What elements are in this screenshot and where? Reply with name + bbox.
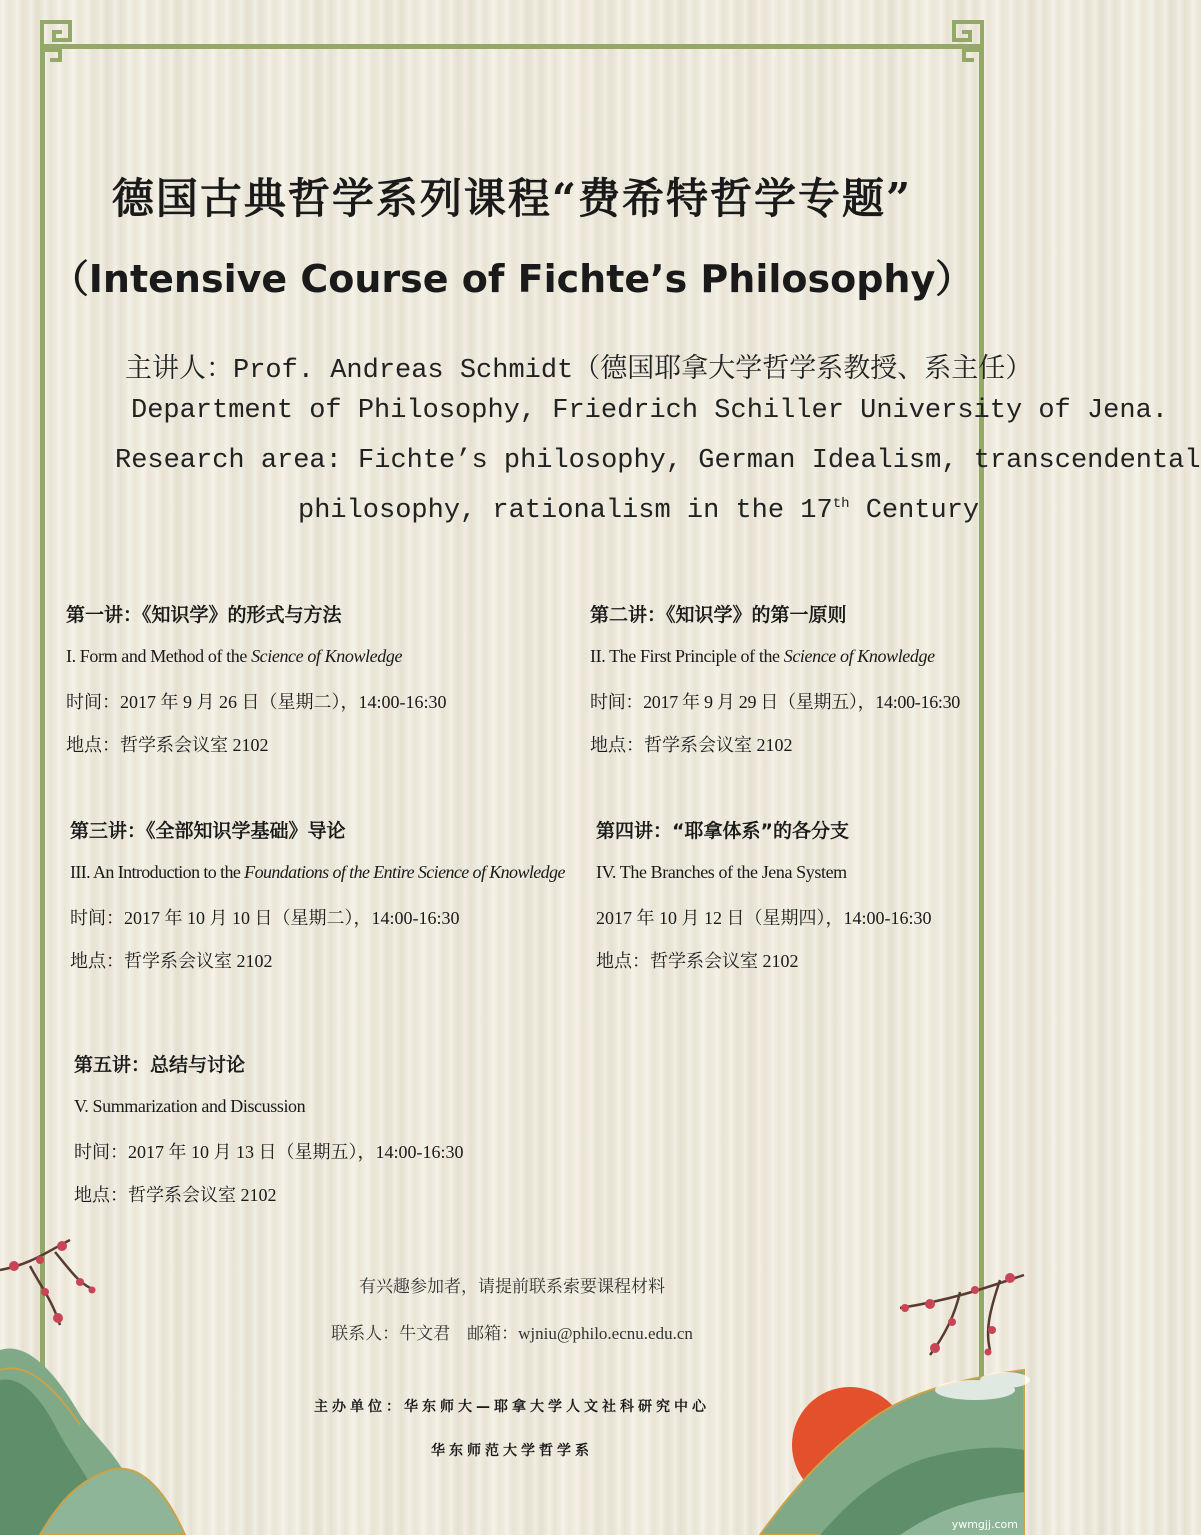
lecture-place: 地点：哲学系会议室 2102 [74, 1185, 277, 1205]
lecture-time: 时间：2017 年 9 月 26 日（星期二），14:00-16:30 [66, 692, 447, 712]
host-organization: 主办单位：华东师大—耶拿大学人文社科研究中心 [314, 1399, 710, 1415]
lecture-place: 地点：哲学系会议室 2102 [590, 735, 793, 755]
watermark-text: ywmgjj.com [951, 1518, 1018, 1531]
lecture-heading: 第二讲：《知识学》的第一原则 [590, 604, 847, 626]
lecture-time: 时间：2017 年 10 月 10 日（星期二），14:00-16:30 [70, 908, 460, 928]
lecture-time: 2017 年 10 月 12 日（星期四），14:00-16:30 [596, 908, 932, 928]
research-area-line-2: philosophy, rationalism in the 17th Century [298, 496, 980, 526]
lecture-place: 地点：哲学系会议室 2102 [70, 951, 273, 971]
lecture-time: 时间：2017 年 10 月 13 日（星期五），14:00-16:30 [74, 1142, 464, 1162]
lecture-heading: 第三讲：《全部知识学基础》导论 [70, 820, 346, 842]
lecture-title-english: I. Form and Method of the Science of Knowledge [66, 646, 403, 666]
lecture-heading: 第五讲：总结与讨论 [74, 1054, 246, 1076]
host-department: 华东师范大学哲学系 [431, 1443, 593, 1459]
lecture-heading: 第一讲：《知识学》的形式与方法 [66, 604, 342, 626]
fret-corner-icon [936, 20, 984, 68]
lecture-place: 地点：哲学系会议室 2102 [596, 951, 799, 971]
research-area-line: Research area: Fichte’s philosophy, German Idealism, transcendental [115, 446, 1201, 476]
lecture-title-english: V. Summarization and Discussion [74, 1096, 306, 1116]
poster-title-chinese: 德国古典哲学系列课程“费希特哲学专题” [111, 174, 913, 223]
contact-note: 有兴趣参加者，请提前联系索要课程材料 [359, 1277, 665, 1296]
lecture-place: 地点：哲学系会议室 2102 [66, 735, 269, 755]
poster-title-english: （Intensive Course of Fichte’s Philosophy） [50, 257, 974, 301]
frame-top-border [44, 44, 980, 49]
department-line: Department of Philosophy, Friedrich Schiller University of Jena. [131, 396, 1168, 426]
lecture-heading: 第四讲：“耶拿体系”的各分支 [596, 820, 849, 842]
lecture-time: 时间：2017 年 9 月 29 日（星期五），14:00-16:30 [590, 692, 960, 712]
lecture-title-english: III. An Introduction to the Foundations of the Entire Science of Knowledge [70, 862, 565, 882]
lecturer-line: 主讲人：Prof. Andreas Schmidt（德国耶拿大学哲学系教授、系主任） [125, 356, 1033, 386]
contact-person-email: 联系人：牛文君 邮箱：wjniu@philo.ecnu.edu.cn [331, 1324, 693, 1343]
lecture-title-english: II. The First Principle of the Science of Knowledge [590, 646, 935, 666]
lecture-title-english: IV. The Branches of the Jena System [596, 862, 847, 882]
fret-corner-icon [40, 20, 88, 68]
